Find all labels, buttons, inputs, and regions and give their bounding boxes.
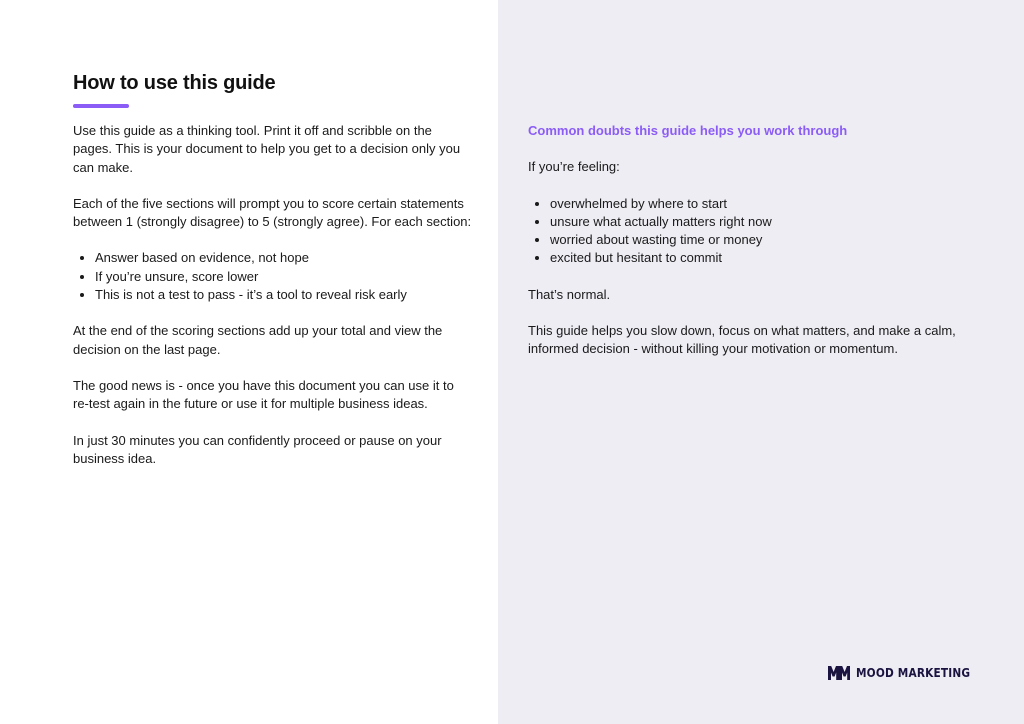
- guidance-list: [73, 249, 473, 304]
- right-body: [528, 122, 978, 377]
- page-title: How to use this guide: [73, 72, 276, 94]
- doubts-list: [528, 195, 978, 268]
- title-underline: [73, 104, 129, 108]
- list-item: • excited but hesitant to commit: [550, 249, 978, 267]
- intro-paragraph-1: Use this guide as a thinking tool. Print it off and scribble on the pages. This is your document to help you get to a decision only you can make.: [73, 123, 461, 175]
- feeling-intro: If you’re feeling:: [528, 159, 620, 175]
- normal-statement: That’s normal.: [528, 286, 611, 302]
- left-body: [73, 122, 473, 486]
- brand-logo: [828, 665, 986, 680]
- outro-paragraph-2: The good news is - once you have this document you can use it to re-test again in the future or use it for multiple business ideas.: [73, 377, 454, 412]
- list-item: • Answer based on evidence, not hope: [95, 249, 473, 267]
- list-item: • unsure what actually matters right now: [550, 213, 978, 231]
- closing-paragraph: This guide helps you slow down, focus on what matters, and make a calm, informed decision - without killing your motivation or momentum.: [528, 323, 956, 357]
- intro-paragraph-2: Each of the five sections will prompt you to score certain statements between 1 (strongly disagree) to 5 (strongly agree). For each section:: [73, 195, 472, 230]
- outro-paragraph-1: At the end of the scoring sections add up your total and view the decision on the last page.: [73, 323, 443, 357]
- mm-logo-icon: [828, 665, 850, 680]
- outro-paragraph-3: In just 30 minutes you can confidently proceed or pause on your business idea.: [73, 432, 442, 466]
- section-subheading: Common doubts this guide helps you work through: [528, 123, 848, 138]
- list-item: • This is not a test to pass - it’s a tool to reveal risk early: [95, 286, 473, 304]
- brand-name: MOOD MARKETING: [856, 665, 971, 680]
- list-item: • worried about wasting time or money: [550, 231, 978, 249]
- left-panel: [0, 0, 498, 724]
- list-item: • If you’re unsure, score lower: [95, 268, 473, 286]
- list-item: • overwhelmed by where to start: [550, 195, 978, 213]
